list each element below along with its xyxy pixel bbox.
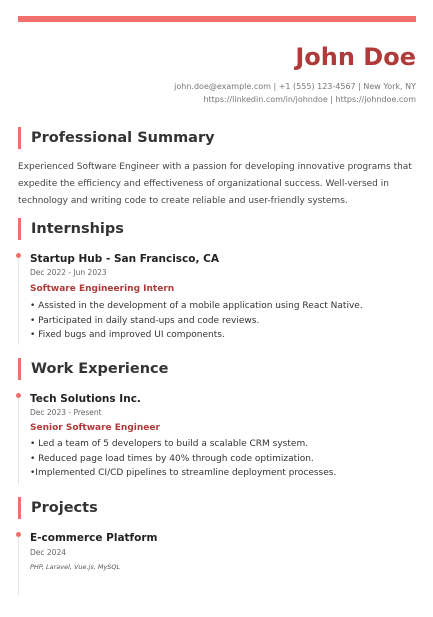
list-item: • Participated in daily stand-ups and code reviews. [30, 315, 260, 326]
list-item: • Fixed bugs and improved UI components. [30, 330, 225, 340]
contact-info: john.doe@example.com | +1 (555) 123-4567 | New York, NY [174, 82, 416, 91]
job-title: Tech Solutions Inc. [30, 393, 141, 405]
project-title: E-commerce Platform [30, 532, 158, 544]
profile-links: https://linkedin.com/in/johndoe | https://johndoe.com [203, 95, 416, 104]
candidate-name: John Doe [295, 43, 416, 71]
internship-date: Dec 2022 - Jun 2023 [30, 268, 107, 277]
work-heading: Work Experience [18, 358, 168, 380]
projects-heading: Projects [18, 497, 98, 519]
list-item: • Assisted in the development of a mobile application using React Native. [30, 301, 363, 311]
summary-text: Experienced Software Engineer with a passion for developing innovative programs that expedite the efficiency and effectiveness of organizational success. Well-versed in technology and writing code to create reliable and user-friendly systems. [18, 162, 412, 206]
internship-bullets [30, 299, 363, 343]
list-item: • Reduced page load times by 40% through code optimization. [30, 453, 314, 464]
project-date: Dec 2024 [30, 548, 66, 557]
timeline-dot [16, 532, 21, 537]
timeline-dot [16, 253, 21, 258]
summary-heading: Professional Summary [18, 127, 215, 149]
timeline-dot [16, 393, 21, 398]
project-tech-stack: PHP, Laravel, Vue.js, MySQL [30, 563, 121, 571]
list-item: •Implemented CI/CD pipelines to streamline deployment processes. [30, 468, 337, 478]
internship-role: Software Engineering Intern [30, 284, 175, 294]
job-date: Dec 2023 - Present [30, 408, 102, 417]
internship-title: Startup Hub - San Francisco, CA [30, 253, 219, 265]
projects-timeline [18, 532, 19, 596]
work-timeline [18, 393, 19, 485]
internships-timeline [18, 253, 19, 345]
job-bullets [30, 437, 336, 481]
internships-heading: Internships [18, 218, 124, 240]
list-item: • Led a team of 5 developers to build a scalable CRM system. [30, 439, 309, 449]
job-role: Senior Software Engineer [30, 423, 160, 433]
top-accent-bar [18, 16, 416, 22]
